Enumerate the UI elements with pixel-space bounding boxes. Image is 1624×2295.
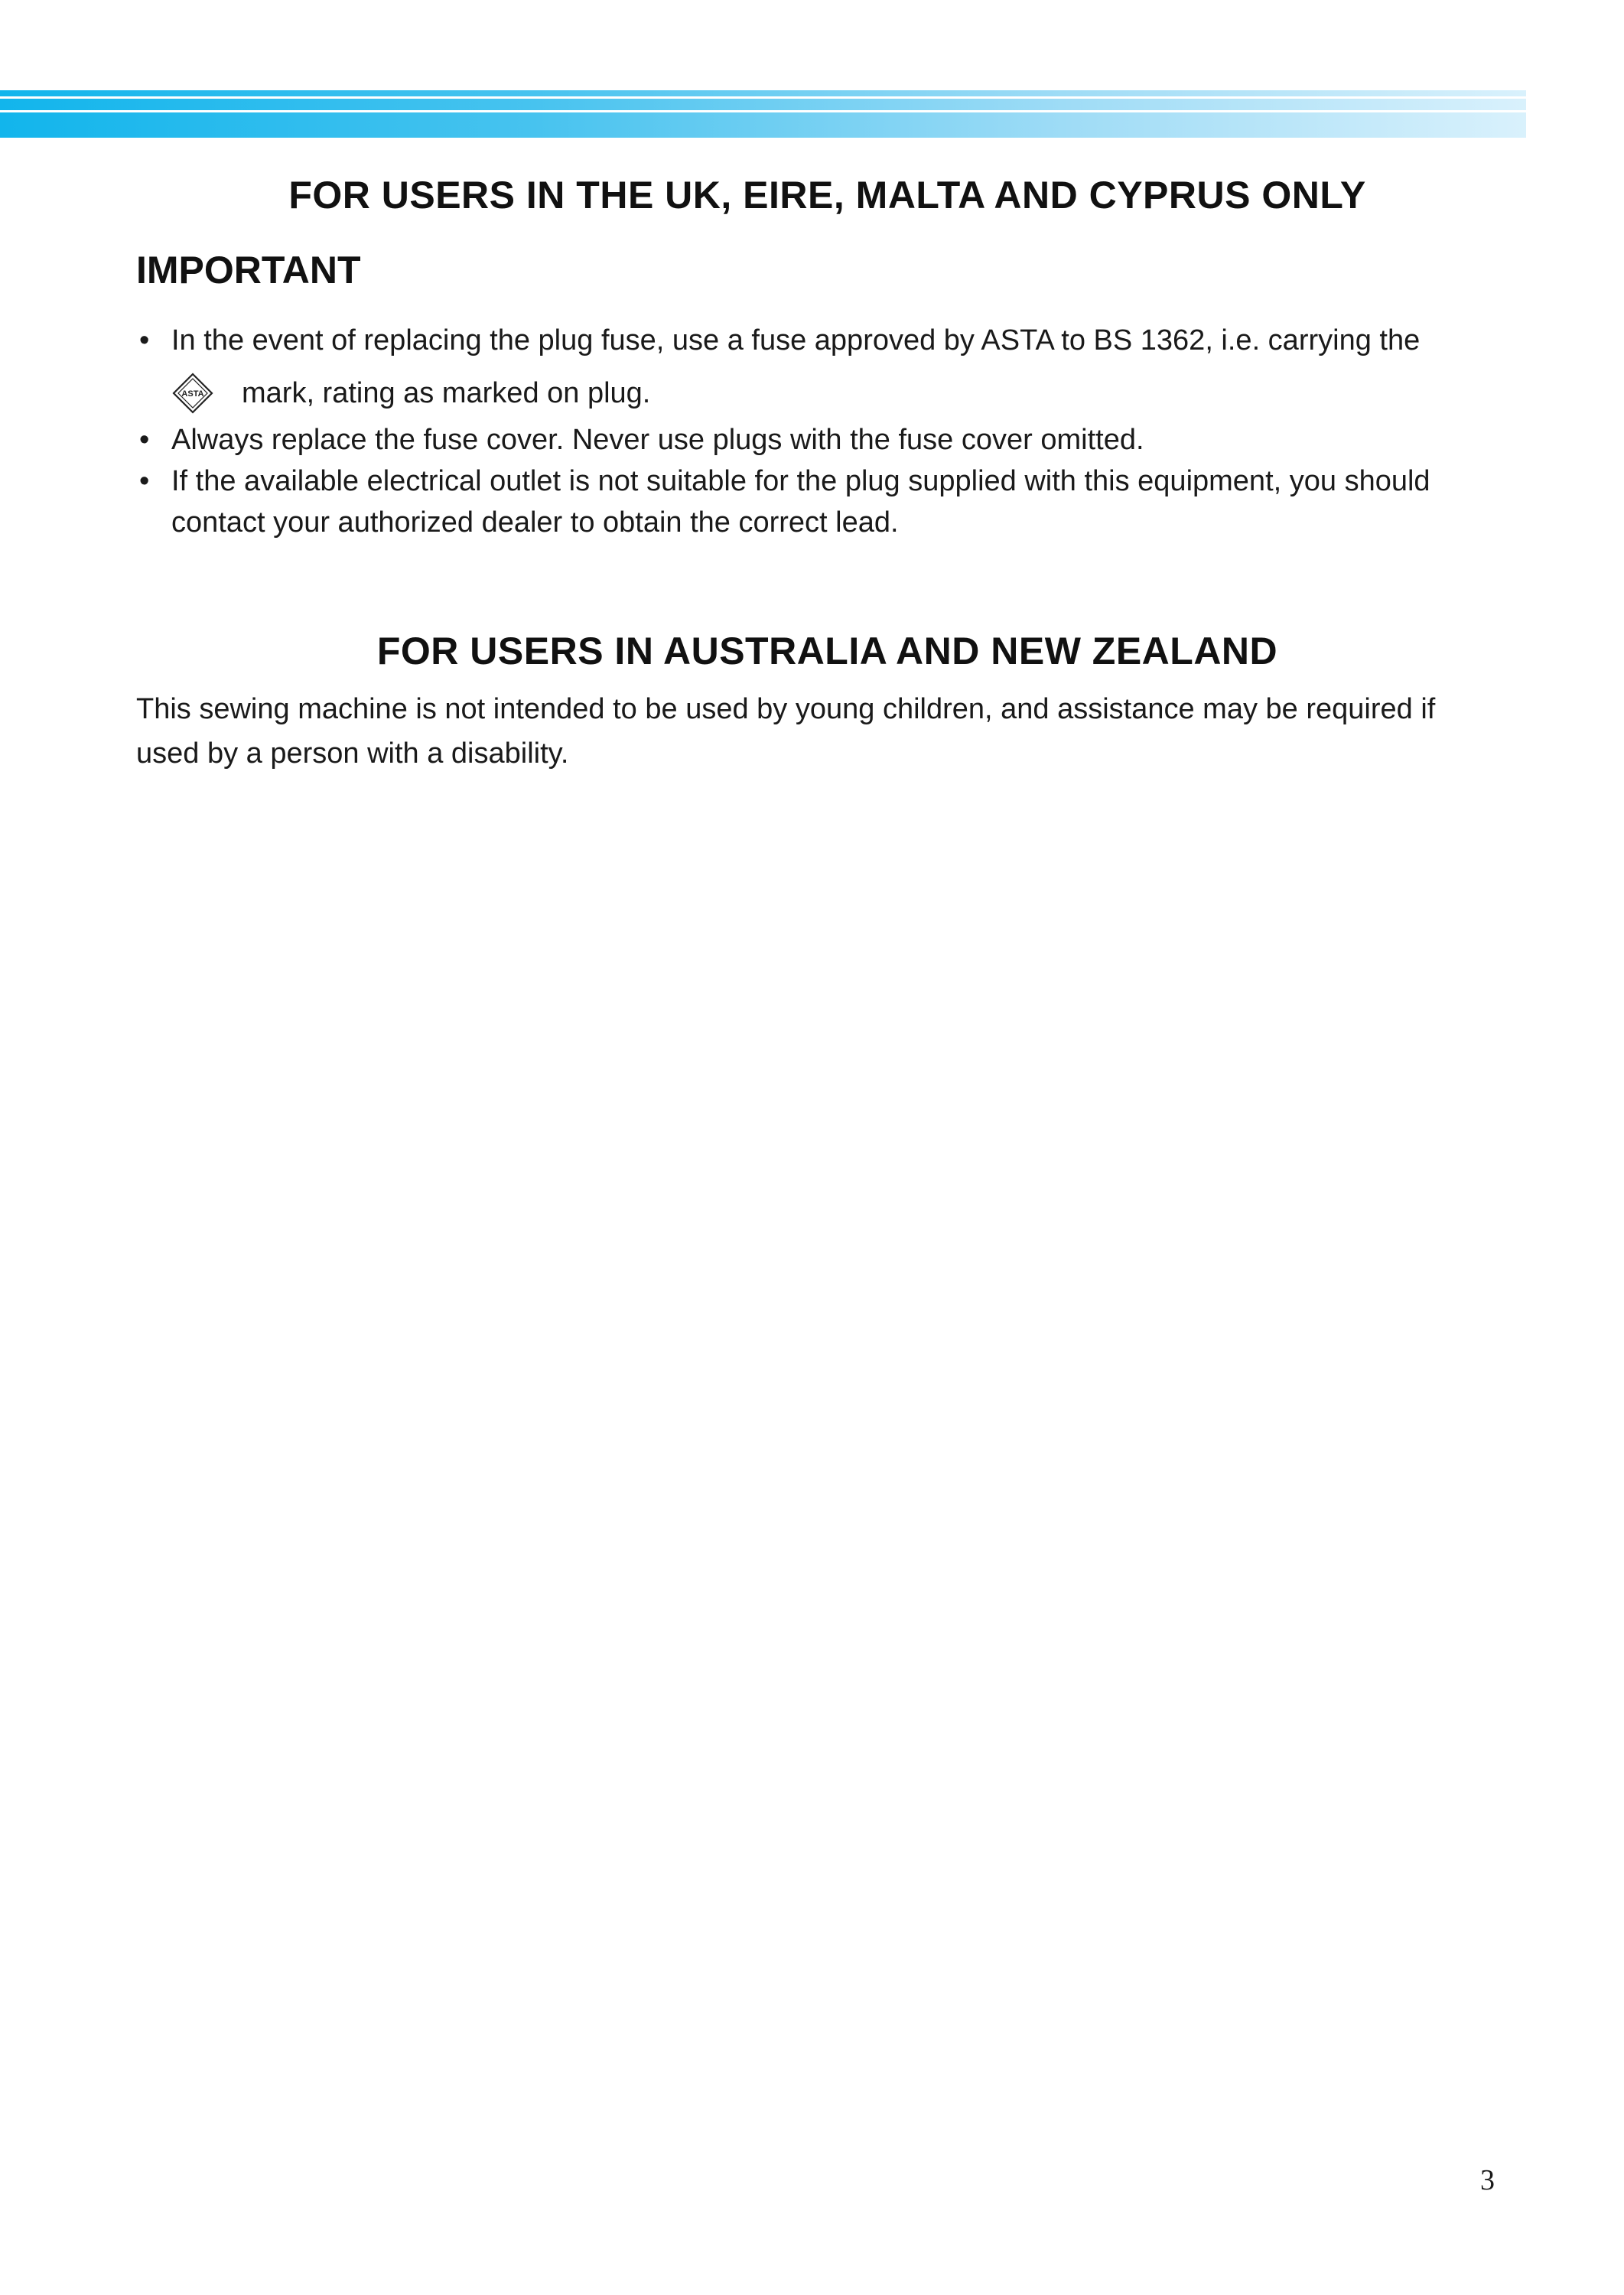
header-rule-top xyxy=(0,96,1526,99)
important-bullet-list xyxy=(136,320,1505,543)
bullet-text-fuse-continuation: mark, rating as marked on plug. xyxy=(242,377,651,409)
header-band xyxy=(0,90,1526,138)
uk-section-title: FOR USERS IN THE UK, EIRE, MALTA AND CYPRUS ONLY xyxy=(288,174,1366,216)
bullet-text-fuse: In the event of replacing the plug fuse, use a fuse approved by ASTA to BS 1362, i.e. carrying the xyxy=(171,324,1421,356)
au-nz-body-text: This sewing machine is not intended to be used by young children, and assistance may be required if used by a person with a disability. xyxy=(136,693,1436,770)
list-item xyxy=(136,419,1505,461)
page-number: 3 xyxy=(1480,2164,1495,2196)
bullet-icon: • xyxy=(139,465,150,497)
header-rule-bottom xyxy=(0,110,1526,112)
au-nz-section-title: FOR USERS IN AUSTRALIA AND NEW ZEALAND xyxy=(376,630,1278,672)
bullet-text-fuse-cover: Always replace the fuse cover. Never use plugs with the fuse cover omitted. xyxy=(171,424,1144,456)
bullet-icon: • xyxy=(139,324,150,356)
bullet-icon: • xyxy=(139,424,150,456)
list-item xyxy=(136,461,1505,543)
bullet-text-outlet: If the available electrical outlet is not suitable for the plug supplied with this equipment, you should contact your authorized dealer to obtain the correct lead. xyxy=(171,465,1430,539)
list-item xyxy=(136,320,1505,415)
important-heading: IMPORTANT xyxy=(136,249,361,291)
asta-mark-icon xyxy=(171,372,214,415)
asta-mark-line xyxy=(171,372,1505,415)
asta-mark-text: ASTA xyxy=(181,389,204,399)
